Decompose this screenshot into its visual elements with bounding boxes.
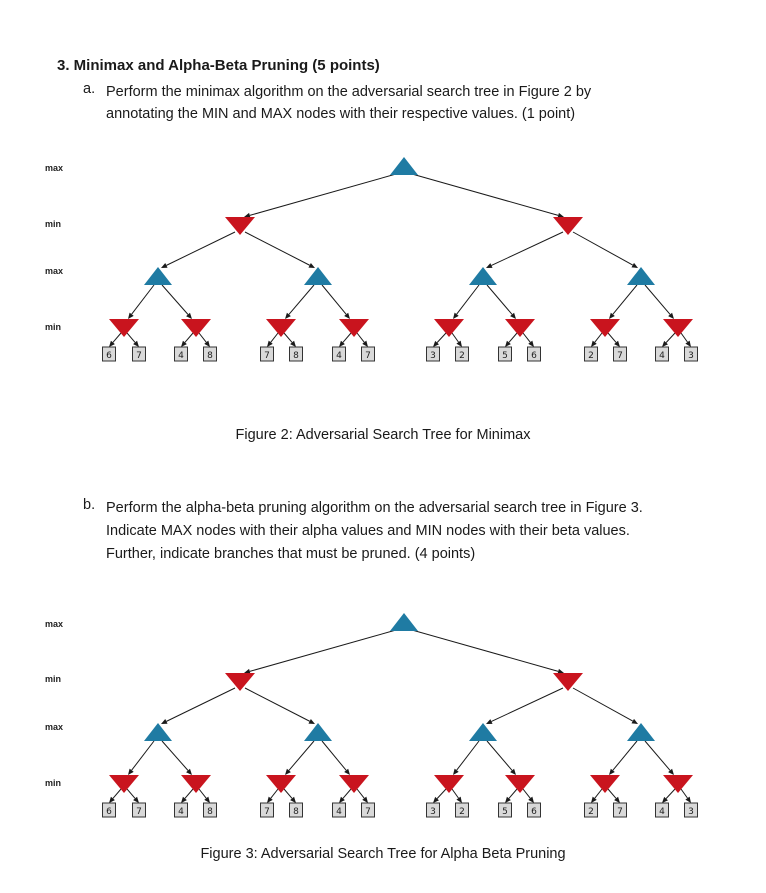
fig2-edge-min-max-3 bbox=[573, 232, 633, 265]
fig3-edge-max-min-2 bbox=[289, 741, 314, 770]
fig3-max-node-1 bbox=[304, 723, 332, 741]
fig2-min-leafparent-node-7 bbox=[663, 319, 693, 337]
fig3-min-node-1 bbox=[553, 673, 583, 691]
fig2-edge-min-leaf-1 bbox=[127, 333, 135, 342]
fig3-leaf-value-3: 8 bbox=[207, 807, 213, 817]
fig3-edge-min-leaf-14 bbox=[666, 789, 675, 799]
fig3-leaf-value-10: 5 bbox=[502, 807, 508, 817]
fig2-edge-root-min-1 bbox=[412, 174, 558, 215]
fig3-edge-min-leaf-7-arrowhead bbox=[362, 797, 368, 803]
fig3-leaf-value-4: 7 bbox=[264, 807, 270, 817]
fig3-edge-min-leaf-15 bbox=[681, 789, 688, 798]
fig3-leaf-value-9: 2 bbox=[459, 807, 465, 817]
fig2-edge-min-leaf-11-arrowhead bbox=[528, 341, 534, 347]
fig3-min-leafparent-node-0 bbox=[109, 775, 139, 793]
fig2-leaf-value-2: 4 bbox=[178, 351, 184, 361]
fig2-edge-min-leaf-4 bbox=[271, 333, 278, 342]
fig2-level-label-2: max bbox=[45, 266, 64, 276]
fig2-leaf-value-12: 2 bbox=[588, 351, 594, 361]
fig2-leaf-value-14: 4 bbox=[659, 351, 665, 361]
fig3-leaf-value-11: 6 bbox=[531, 807, 537, 817]
fig2-min-node-0 bbox=[225, 217, 255, 235]
fig2-min-leafparent-node-3 bbox=[339, 319, 369, 337]
fig3-min-leafparent-node-7 bbox=[663, 775, 693, 793]
fig2-min-leafparent-node-6 bbox=[590, 319, 620, 337]
fig3-level-label-0: max bbox=[45, 619, 64, 629]
fig2-edge-min-leaf-15 bbox=[681, 333, 688, 342]
fig2-leaf-value-6: 4 bbox=[336, 351, 342, 361]
fig3-edge-min-leaf-6 bbox=[343, 789, 351, 798]
fig3-edge-min-leaf-3 bbox=[199, 789, 206, 798]
fig3-edge-min-leaf-4 bbox=[271, 789, 278, 798]
fig3-edge-min-max-0 bbox=[166, 688, 235, 721]
fig2-max-node-3 bbox=[627, 267, 655, 285]
fig2-leaf-value-7: 7 bbox=[365, 351, 371, 361]
fig2-edge-min-leaf-9-arrowhead bbox=[456, 341, 462, 347]
fig2-edge-max-min-0 bbox=[132, 285, 154, 314]
fig2-edge-min-leaf-15-arrowhead bbox=[685, 341, 691, 347]
fig2-leaf-value-4: 7 bbox=[264, 351, 270, 361]
fig2-leaf-value-11: 6 bbox=[531, 351, 537, 361]
fig2-min-leafparent-node-4 bbox=[434, 319, 464, 337]
part-b-line-3: Further, indicate branches that must be pruned. (4 points) bbox=[106, 546, 476, 562]
fig3-edge-min-leaf-10 bbox=[509, 789, 517, 798]
fig3-edge-root-min-1 bbox=[412, 630, 558, 671]
question-heading: 3. Minimax and Alpha-Beta Pruning (5 points) bbox=[57, 57, 380, 74]
fig2-edge-max-min-1 bbox=[162, 285, 188, 315]
fig2-edge-max-min-4-arrowhead bbox=[453, 313, 459, 319]
fig3-edge-max-min-0 bbox=[132, 741, 154, 770]
fig2-leaf-value-5: 8 bbox=[293, 351, 299, 361]
fig3-edge-max-min-4-arrowhead bbox=[453, 769, 459, 775]
fig2-edge-min-leaf-8 bbox=[437, 333, 446, 343]
fig2-level-label-0: max bbox=[45, 163, 64, 173]
fig3-leaf-value-1: 7 bbox=[136, 807, 142, 817]
fig3-edge-min-leaf-2 bbox=[185, 789, 193, 798]
fig3-min-leafparent-node-6 bbox=[590, 775, 620, 793]
fig3-leaf-value-13: 7 bbox=[617, 807, 623, 817]
figure-2-tree bbox=[0, 150, 766, 380]
fig3-leaf-value-12: 2 bbox=[588, 807, 594, 817]
fig3-leaf-value-15: 3 bbox=[688, 807, 694, 817]
fig2-min-leafparent-node-1 bbox=[181, 319, 211, 337]
fig3-leaf-value-2: 4 bbox=[178, 807, 184, 817]
fig3-edge-max-min-5 bbox=[487, 741, 512, 770]
fig2-edge-min-leaf-11 bbox=[523, 333, 530, 342]
fig3-edge-min-leaf-0 bbox=[113, 789, 121, 798]
fig3-min-leafparent-node-1 bbox=[181, 775, 211, 793]
fig3-edge-min-leaf-7 bbox=[357, 789, 364, 798]
fig3-edge-min-leaf-8 bbox=[437, 789, 446, 799]
fig2-min-leafparent-node-0 bbox=[109, 319, 139, 337]
fig3-edge-min-leaf-11 bbox=[523, 789, 530, 798]
fig3-leaf-value-14: 4 bbox=[659, 807, 665, 817]
fig3-edge-max-min-0-arrowhead bbox=[128, 769, 134, 775]
fig3-edge-max-min-4 bbox=[457, 741, 479, 770]
fig2-edge-min-leaf-3-arrowhead bbox=[204, 341, 210, 347]
fig3-max-node-0 bbox=[144, 723, 172, 741]
fig2-edge-min-max-1 bbox=[245, 232, 310, 265]
fig3-min-leafparent-node-4 bbox=[434, 775, 464, 793]
fig3-edge-min-max-3 bbox=[573, 688, 633, 721]
fig3-leaf-value-7: 7 bbox=[365, 807, 371, 817]
fig3-edge-min-max-2 bbox=[491, 688, 563, 721]
fig3-edge-root-min-0 bbox=[250, 630, 396, 671]
fig3-edge-max-min-3 bbox=[322, 741, 346, 770]
part-b-text bbox=[106, 497, 726, 566]
fig3-leaf-value-6: 4 bbox=[336, 807, 342, 817]
fig2-edge-min-max-2 bbox=[491, 232, 563, 265]
fig2-edge-max-min-7 bbox=[645, 285, 670, 314]
fig2-min-leafparent-node-5 bbox=[505, 319, 535, 337]
fig2-edge-min-leaf-14 bbox=[666, 333, 675, 343]
fig3-edge-max-min-7 bbox=[645, 741, 670, 770]
fig2-edge-min-leaf-13 bbox=[608, 333, 616, 342]
figure-2-caption: Figure 2: Adversarial Search Tree for Minimax bbox=[235, 427, 531, 443]
fig2-min-leafparent-node-2 bbox=[266, 319, 296, 337]
fig2-edge-min-leaf-12 bbox=[595, 333, 602, 342]
part-a-text bbox=[106, 81, 726, 125]
fig2-edge-min-max-0 bbox=[166, 232, 235, 265]
fig2-edge-max-min-4 bbox=[457, 285, 479, 314]
fig3-edge-min-leaf-12-arrowhead bbox=[591, 797, 597, 803]
fig2-leaf-value-8: 3 bbox=[430, 351, 436, 361]
fig2-edge-min-leaf-12-arrowhead bbox=[591, 341, 597, 347]
part-b-line-1: Perform the alpha-beta pruning algorithm on the adversarial search tree in Figure 3. bbox=[106, 500, 643, 516]
fig2-leaf-value-15: 3 bbox=[688, 351, 694, 361]
fig3-leaf-value-0: 6 bbox=[106, 807, 112, 817]
part-b-line-2: Indicate MAX nodes with their alpha values and MIN nodes with their beta values. bbox=[106, 523, 630, 539]
fig2-level-label-1: min bbox=[45, 219, 62, 229]
fig2-leaf-value-9: 2 bbox=[459, 351, 465, 361]
fig2-edge-min-leaf-0 bbox=[113, 333, 121, 342]
fig3-level-label-3: min bbox=[45, 778, 62, 788]
fig3-edge-min-leaf-11-arrowhead bbox=[528, 797, 534, 803]
fig3-edge-min-leaf-4-arrowhead bbox=[267, 797, 273, 803]
fig2-min-node-1 bbox=[553, 217, 583, 235]
part-a-letter: a. bbox=[83, 81, 96, 97]
fig3-min-leafparent-node-3 bbox=[339, 775, 369, 793]
fig3-edge-min-max-1 bbox=[245, 688, 310, 721]
fig3-level-label-2: max bbox=[45, 722, 64, 732]
fig2-max-node-0 bbox=[144, 267, 172, 285]
fig2-max-node-2 bbox=[469, 267, 497, 285]
fig3-edge-min-leaf-1 bbox=[127, 789, 135, 798]
fig2-leaf-value-10: 5 bbox=[502, 351, 508, 361]
fig3-min-leafparent-node-2 bbox=[266, 775, 296, 793]
fig2-leaf-value-0: 6 bbox=[106, 351, 112, 361]
fig2-max-node-root bbox=[390, 157, 418, 175]
fig2-edge-min-leaf-10 bbox=[509, 333, 517, 342]
fig3-edge-min-leaf-15-arrowhead bbox=[685, 797, 691, 803]
fig2-edge-max-min-2 bbox=[289, 285, 314, 314]
fig2-edge-min-leaf-7 bbox=[357, 333, 364, 342]
fig2-edge-max-min-3 bbox=[322, 285, 346, 314]
fig2-edge-min-leaf-9 bbox=[452, 333, 459, 342]
fig3-max-node-2 bbox=[469, 723, 497, 741]
fig2-leaf-value-1: 7 bbox=[136, 351, 142, 361]
fig3-edge-min-leaf-12 bbox=[595, 789, 602, 798]
fig3-min-node-0 bbox=[225, 673, 255, 691]
fig3-edge-min-leaf-13 bbox=[608, 789, 616, 798]
fig3-max-node-3 bbox=[627, 723, 655, 741]
fig3-edge-min-leaf-9-arrowhead bbox=[456, 797, 462, 803]
fig2-max-node-1 bbox=[304, 267, 332, 285]
fig2-edge-min-leaf-7-arrowhead bbox=[362, 341, 368, 347]
fig2-leaf-value-13: 7 bbox=[617, 351, 623, 361]
fig3-leaf-value-8: 3 bbox=[430, 807, 436, 817]
fig2-level-label-3: min bbox=[45, 322, 62, 332]
fig3-edge-max-min-1 bbox=[162, 741, 188, 771]
fig2-leaf-value-3: 8 bbox=[207, 351, 213, 361]
fig2-edge-max-min-6 bbox=[613, 285, 637, 314]
part-b-letter: b. bbox=[83, 497, 96, 513]
fig3-leaf-value-5: 8 bbox=[293, 807, 299, 817]
part-a-line-1: Perform the minimax algorithm on the adversarial search tree in Figure 2 by bbox=[106, 84, 592, 100]
fig2-edge-max-min-5 bbox=[487, 285, 512, 314]
fig3-edge-max-min-6 bbox=[613, 741, 637, 770]
fig3-edge-min-leaf-9 bbox=[452, 789, 459, 798]
fig2-edge-max-min-0-arrowhead bbox=[128, 313, 134, 319]
fig2-edge-min-leaf-6 bbox=[343, 333, 351, 342]
fig3-min-leafparent-node-5 bbox=[505, 775, 535, 793]
fig2-edge-root-min-0 bbox=[250, 174, 396, 215]
fig2-edge-min-leaf-2 bbox=[185, 333, 193, 342]
figure-3-tree bbox=[0, 606, 766, 836]
fig2-edge-min-leaf-5 bbox=[284, 333, 292, 342]
fig3-edge-min-leaf-5 bbox=[284, 789, 292, 798]
fig2-edge-min-leaf-3 bbox=[199, 333, 206, 342]
part-a-line-2: annotating the MIN and MAX nodes with their respective values. (1 point) bbox=[106, 106, 576, 122]
fig2-edge-min-leaf-4-arrowhead bbox=[267, 341, 273, 347]
fig3-edge-min-leaf-3-arrowhead bbox=[204, 797, 210, 803]
fig3-level-label-1: min bbox=[45, 674, 62, 684]
figure-3-caption: Figure 3: Adversarial Search Tree for Alpha Beta Pruning bbox=[200, 846, 566, 862]
fig3-max-node-root bbox=[390, 613, 418, 631]
